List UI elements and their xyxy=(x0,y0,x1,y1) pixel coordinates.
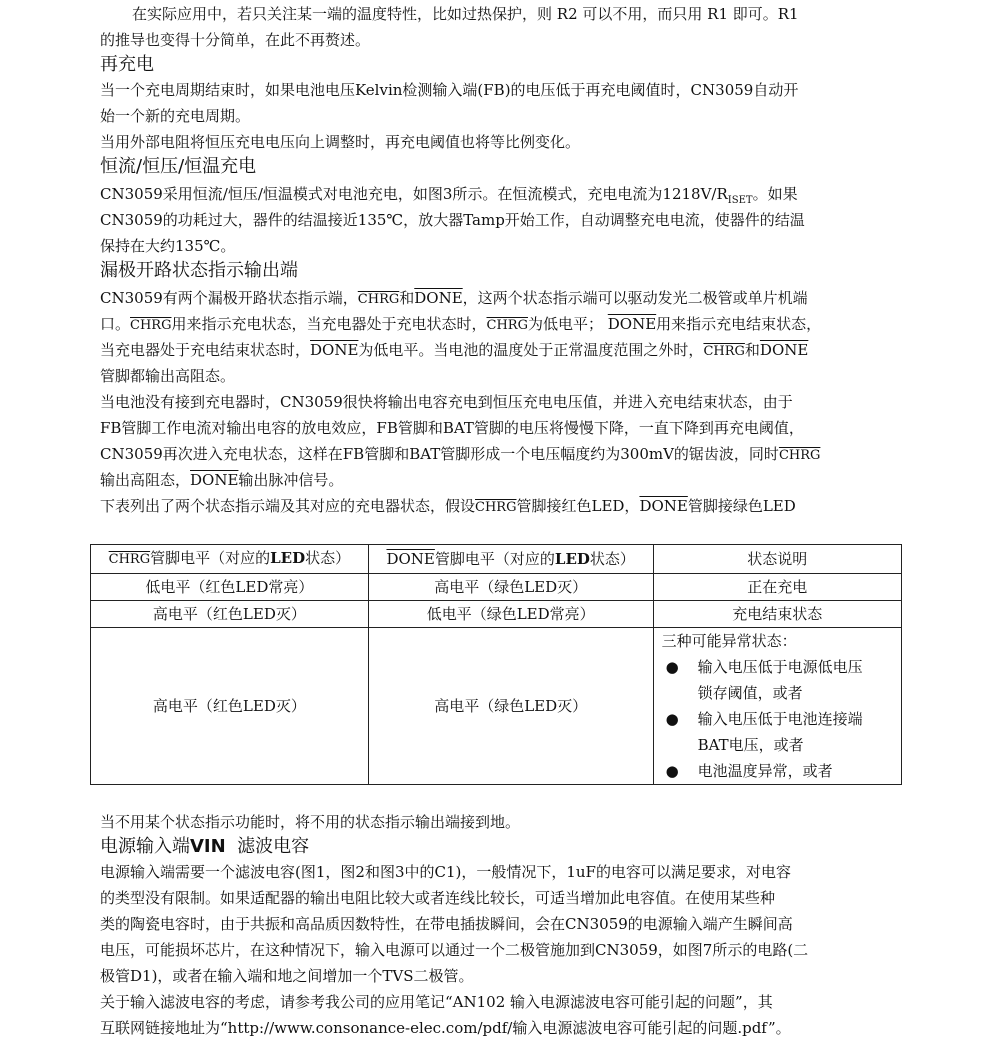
done-pin-label: DONE xyxy=(386,550,435,568)
paragraph-line: 互联网链接地址为“http://www.consonance-elec.com/pdf/输入电源滤波电容可能引起的问题.pdf”。 xyxy=(100,1019,791,1037)
text-run: CN3059再次进入充电状态，这样在FB管脚和BAT管脚形成一个电压幅度约为300mV的锯齿波，同时 xyxy=(100,445,779,463)
table-header-done xyxy=(368,545,653,574)
done-pin-label: DONE xyxy=(190,471,239,489)
chrg-pin-label: CHRG xyxy=(486,318,528,333)
paragraph-line: 当一个充电周期结束时，如果电池电压Kelvin检测输入端(FB)的电压低于再充电阈值时，CN3059自动开 xyxy=(100,81,799,99)
done-pin-label: DONE xyxy=(639,497,688,515)
list-item xyxy=(662,758,901,784)
paragraph-line: 极管D1)，或者在输入端和地之间增加一个TVS二极管。 xyxy=(100,967,474,985)
text-run: VIN xyxy=(190,836,226,857)
table-cell-done: 低电平（绿色LED常亮） xyxy=(368,601,653,628)
table-cell-chrg: 高电平（红色LED灭） xyxy=(91,601,369,628)
text-run: 管脚接红色LED， xyxy=(516,497,640,515)
table-header-chrg xyxy=(91,545,369,574)
text-run: ，这两个状态指示端可以驱动发光二极管或单片机端 xyxy=(462,289,808,307)
chrg-pin-label: CHRG xyxy=(778,448,821,463)
subscript-iset: ISET xyxy=(727,195,753,206)
text-run: 输出高阻态， xyxy=(100,471,191,489)
done-pin-label: DONE xyxy=(310,341,359,359)
section-heading-recharge: 再充电 xyxy=(100,54,154,75)
paragraph-line xyxy=(100,493,900,521)
paragraph-line xyxy=(100,311,900,339)
text-run: 用来指示充电结束状态， xyxy=(656,315,822,333)
paragraph-line xyxy=(100,467,900,493)
paragraph-line: 始一个新的充电周期。 xyxy=(100,107,251,125)
text-run: 当充电器处于充电结束状态时， xyxy=(100,341,311,359)
text-run: 用来指示充电状态，当充电器处于充电状态时， xyxy=(171,315,487,333)
text-run: 为低电平。当电池的温度处于正常温度范围之外时， xyxy=(358,341,704,359)
paragraph-line: 电源输入端需要一个滤波电容(图1，图2和图3中的C1)，一般情况下，1uF的电容可以满足要求，对电容 xyxy=(100,863,791,881)
text-run: 口。 xyxy=(100,315,131,333)
table-cell-description: 充电结束状态 xyxy=(653,601,901,628)
text-run: 为低电平； xyxy=(527,315,603,333)
section-heading-charge-modes: 恒流/恒压/恒温充电 xyxy=(100,156,257,177)
text-run: 管脚接绿色LED xyxy=(687,497,796,515)
text-run: CN3059有两个漏极开路状态指示端， xyxy=(100,289,358,307)
text-run: 管脚电平（对应的 xyxy=(434,550,555,568)
paragraph-line: 当用外部电阻将恒压充电电压向上调整时，再充电阈值也将等比例变化。 xyxy=(100,133,581,151)
text-run: 。如果 xyxy=(752,185,798,203)
text-run: 输入电压低于电池连接端 xyxy=(697,710,863,728)
text-run: 下表列出了两个状态指示端及其对应的充电器状态，假设 xyxy=(100,497,476,515)
text-run: 输入电压低于电源低电压 xyxy=(697,658,863,676)
paragraph-line: 类的陶瓷电容时，由于共振和高品质因数特性，在带电插拔瞬间，会在CN3059的电源输入端产生瞬间高 xyxy=(100,915,793,933)
paragraph-line xyxy=(100,441,900,469)
paragraph-line: 电压，可能损坏芯片，在这种情况下，输入电源可以通过一个二极管施加到CN3059，如图7所示的电路(二 xyxy=(100,941,809,959)
text-run: 状态） xyxy=(589,550,635,568)
done-pin-label: DONE xyxy=(607,315,657,333)
paragraph-line: 保持在大约135℃。 xyxy=(100,237,236,255)
chrg-pin-label: CHRG xyxy=(475,500,517,515)
text-run: 三种可能异常状态： xyxy=(661,632,797,650)
table-cell-done: 高电平（绿色LED灭） xyxy=(368,574,653,601)
list-item xyxy=(662,706,901,758)
paragraph-line: 在实际应用中，若只关注某一端的温度特性，比如过热保护，则 R2 可以不用，而只用 R1 即可。R1 xyxy=(132,5,799,23)
paragraph-line: 关于输入滤波电容的考虑，请参考我公司的应用笔记“AN102 输入电源滤波电容可能引起的问题”，其 xyxy=(100,993,773,1011)
text-run: 锁存阈值，或者 xyxy=(697,684,803,702)
bullet-icon: ● xyxy=(665,658,679,676)
text-run: 电池温度异常，或者 xyxy=(697,762,833,780)
paragraph-line xyxy=(100,285,900,313)
text-run: LED xyxy=(554,550,590,568)
table-cell-chrg: 高电平（红色LED灭） xyxy=(91,628,369,785)
chrg-pin-label: CHRG xyxy=(130,318,172,333)
text-run: 电源输入端 xyxy=(100,836,190,857)
text-run: 输出脉冲信号。 xyxy=(238,471,344,489)
section-heading-status-outputs: 漏极开路状态指示输出端 xyxy=(100,260,298,281)
text-run: 和 xyxy=(399,289,415,307)
bullet-icon: ● xyxy=(665,710,679,728)
done-pin-label: DONE xyxy=(414,289,463,307)
paragraph-line: CN3059的功耗过大，器件的结温接近135℃，放大器Tamp开始工作，自动调整充电电流，使器件的结温 xyxy=(100,211,805,229)
chrg-pin-label: CHRG xyxy=(703,344,745,359)
table-header-row xyxy=(91,545,902,574)
table-cell-description: 正在充电 xyxy=(653,574,901,601)
text-run: 和 xyxy=(744,341,760,359)
list-item xyxy=(662,654,901,706)
table-cell-description xyxy=(653,628,901,785)
text-run: LED xyxy=(270,549,306,567)
section-heading-vin-capacitor xyxy=(100,835,309,859)
bullet-icon: ● xyxy=(665,762,679,780)
status-table xyxy=(90,544,902,785)
paragraph-line: 当不用某个状态指示功能时，将不用的状态指示输出端接到地。 xyxy=(100,813,521,831)
done-pin-label: DONE xyxy=(759,341,809,359)
table-row xyxy=(91,628,902,785)
paragraph-line: 当电池没有接到充电器时，CN3059很快将输出电容充电到恒压充电电压值，并进入充电结束状态，由于 xyxy=(100,393,793,411)
table-cell-chrg: 低电平（红色LED常亮） xyxy=(91,574,369,601)
table-header-description: 状态说明 xyxy=(653,545,901,574)
table-row xyxy=(91,601,902,628)
table-row xyxy=(91,574,902,601)
chrg-pin-label: CHRG xyxy=(357,292,400,307)
text-run: 状态） xyxy=(305,549,351,567)
paragraph-line: 的推导也变得十分简单，在此不再赘述。 xyxy=(100,31,371,49)
text-run: CN3059采用恒流/恒压/恒温模式对电池充电，如图3所示。在恒流模式，充电电流为1218V/R xyxy=(100,185,728,203)
text-run: BAT电压，或者 xyxy=(697,736,804,754)
table-cell-done: 高电平（绿色LED灭） xyxy=(368,628,653,785)
paragraph-line: 管脚都输出高阻态。 xyxy=(100,367,236,385)
paragraph-line xyxy=(100,337,900,365)
text-run: 管脚电平（对应的 xyxy=(150,549,271,567)
chrg-pin-label: CHRG xyxy=(108,552,151,567)
paragraph-line: 的类型没有限制。如果适配器的输出电阻比较大或者连线比较长，可适当增加此电容值。在使用某些种 xyxy=(100,889,776,907)
text-run: 滤波电容 xyxy=(225,836,310,857)
paragraph-line: FB管脚工作电流对输出电容的放电效应，FB管脚和BAT管脚的电压将慢慢下降，一直下降到再充电阈值， xyxy=(100,419,804,437)
